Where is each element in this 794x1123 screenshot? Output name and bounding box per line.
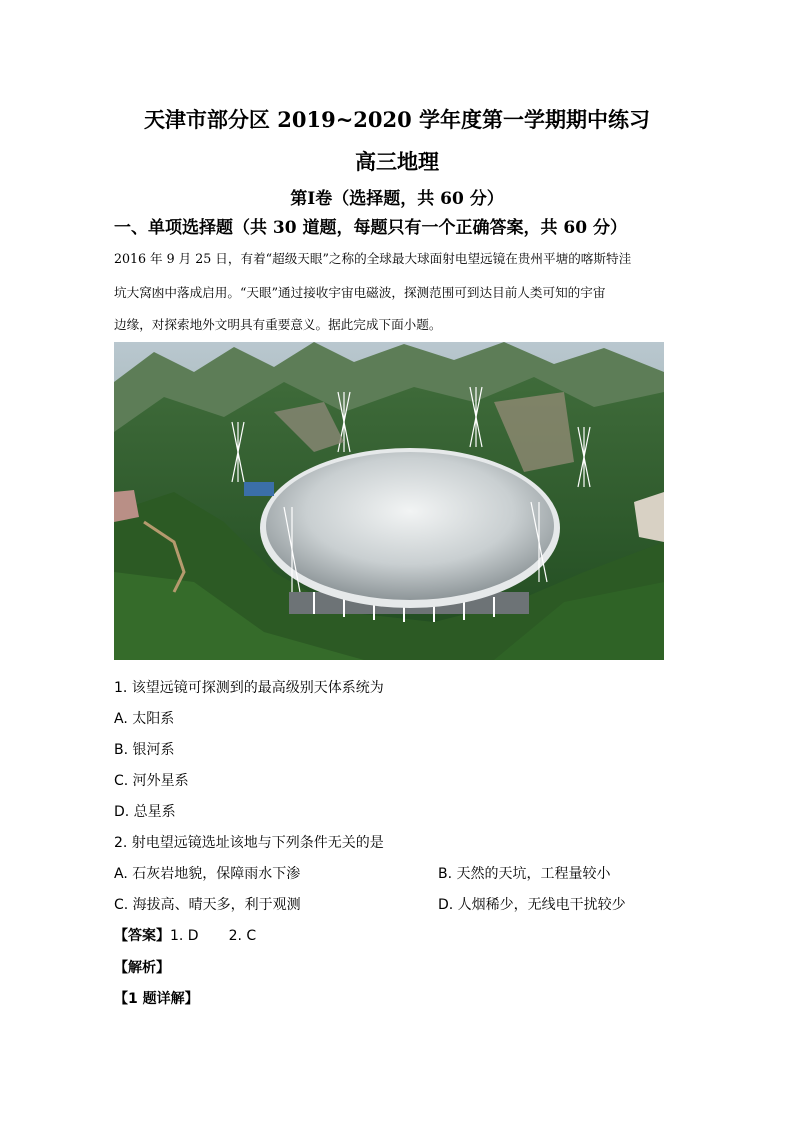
question-1-stem: 1. 该望远镜可探测到的最高级别天体系统为 — [114, 680, 384, 696]
answer-2: 2. C — [228, 928, 257, 944]
question-2-stem: 2. 射电望远镜选址该地与下列条件无关的是 — [114, 835, 384, 851]
answer-line — [114, 925, 256, 945]
subject-title: 高三地理 — [355, 149, 439, 174]
section-heading: 一、单项选择题（共 30 道题，每题只有一个正确答案，共 60 分） — [114, 218, 627, 238]
question-2-option-a: A. 石灰岩地貌，保障雨水下渗 — [114, 866, 301, 882]
fast-telescope-photo — [114, 342, 664, 660]
question-1-option-b: B. 银河系 — [114, 742, 175, 758]
page-title: 天津市部分区 2019~2020 学年度第一学期期中练习 — [143, 107, 651, 132]
question-1-option-a: A. 太阳系 — [114, 711, 175, 727]
analysis-label: 【解析】 — [114, 960, 170, 976]
passage-line-1: 2016 年 9 月 25 日，有着“超级天眼”之称的全球最大球面射电望远镜在贵州平塘的喀斯特洼 — [114, 251, 632, 266]
analysis-detail-label: 【1 题详解】 — [114, 991, 199, 1007]
passage-line-3: 边缘，对探索地外文明具有重要意义。据此完成下面小题。 — [114, 317, 442, 332]
answer-label: 【答案】 — [114, 928, 170, 944]
question-2-option-c: C. 海拔高、晴天多，利于观测 — [114, 897, 301, 913]
question-2-option-b: B. 天然的天坑，工程量较小 — [438, 866, 611, 882]
question-1-option-c: C. 河外星系 — [114, 773, 189, 789]
answer-1: 1. D — [170, 928, 199, 944]
question-1-option-d: D. 总星系 — [114, 804, 176, 820]
passage-line-2: 坑大窝凼中落成启用。“天眼”通过接收宇宙电磁波，探测范围可到达目前人类可知的宇宙 — [114, 285, 606, 300]
part-title: 第Ⅰ卷（选择题，共 60 分） — [290, 189, 504, 209]
question-2-option-d: D. 人烟稀少，无线电干扰较少 — [438, 897, 626, 913]
